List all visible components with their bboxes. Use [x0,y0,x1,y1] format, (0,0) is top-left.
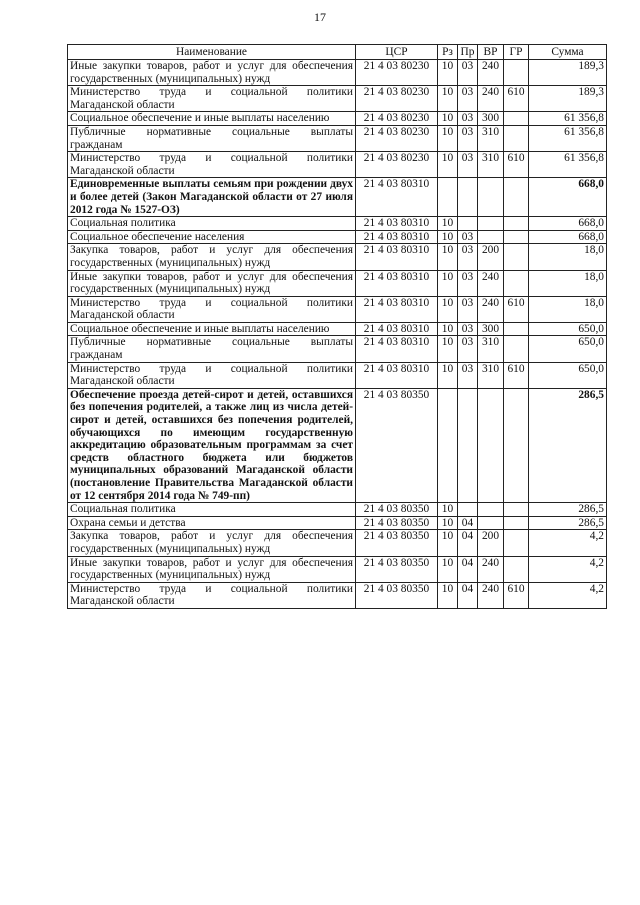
cell-pr: 03 [458,244,478,270]
cell-gr [504,217,529,231]
cell-rz [438,178,458,217]
cell-vr [478,178,504,217]
cell-vr: 240 [478,270,504,296]
cell-name: Министерство труда и социальной политики Магаданской области [68,582,356,608]
table-row [68,125,607,151]
cell-gr [504,530,529,556]
table-row [68,86,607,112]
table-row [68,230,607,244]
cell-name: Закупка товаров, работ и услуг для обеспечения государственных (муниципальных) нужд [68,244,356,270]
cell-name: Социальное обеспечение и иные выплаты населению [68,322,356,336]
cell-rz: 10 [438,336,458,362]
cell-name: Публичные нормативные социальные выплаты гражданам [68,336,356,362]
cell-csr: 21 4 03 80310 [356,178,438,217]
header-pr: Пр [458,45,478,60]
cell-gr [504,503,529,517]
cell-rz: 10 [438,230,458,244]
cell-rz: 10 [438,530,458,556]
table-row [68,556,607,582]
cell-rz: 10 [438,217,458,231]
cell-name: Единовременные выплаты семьям при рождении двух и более детей (Закон Магаданской области от 27 июля 2012 года № 1527-ОЗ) [68,178,356,217]
cell-gr [504,322,529,336]
cell-sum: 650,0 [529,336,607,362]
table-row [68,336,607,362]
cell-rz: 10 [438,322,458,336]
cell-csr: 21 4 03 80310 [356,270,438,296]
table-row [68,178,607,217]
cell-pr: 03 [458,125,478,151]
cell-name: Иные закупки товаров, работ и услуг для обеспечения государственных (муниципальных) нужд [68,60,356,86]
cell-rz: 10 [438,362,458,388]
cell-sum: 4,2 [529,582,607,608]
cell-rz: 10 [438,296,458,322]
cell-name: Закупка товаров, работ и услуг для обеспечения государственных (муниципальных) нужд [68,530,356,556]
cell-csr: 21 4 03 80350 [356,556,438,582]
cell-pr: 03 [458,152,478,178]
cell-csr: 21 4 03 80230 [356,112,438,126]
cell-gr [504,178,529,217]
cell-rz: 10 [438,60,458,86]
cell-pr [458,217,478,231]
cell-rz: 10 [438,582,458,608]
cell-vr: 240 [478,556,504,582]
cell-sum: 189,3 [529,60,607,86]
cell-vr: 240 [478,60,504,86]
cell-csr: 21 4 03 80230 [356,60,438,86]
table-row [68,296,607,322]
cell-sum: 650,0 [529,362,607,388]
cell-pr: 04 [458,582,478,608]
cell-sum: 18,0 [529,296,607,322]
cell-gr [504,336,529,362]
table-row [68,582,607,608]
cell-sum: 668,0 [529,230,607,244]
cell-vr: 300 [478,322,504,336]
cell-pr: 03 [458,322,478,336]
cell-sum: 18,0 [529,244,607,270]
cell-gr: 610 [504,152,529,178]
table-row [68,322,607,336]
cell-name: Министерство труда и социальной политики Магаданской области [68,152,356,178]
cell-vr: 310 [478,336,504,362]
cell-vr: 240 [478,582,504,608]
cell-vr [478,230,504,244]
cell-vr [478,217,504,231]
cell-name: Министерство труда и социальной политики Магаданской области [68,362,356,388]
table-header-row [68,45,607,60]
header-gr: ГР [504,45,529,60]
cell-sum: 650,0 [529,322,607,336]
cell-pr: 03 [458,230,478,244]
cell-pr: 03 [458,270,478,296]
cell-vr [478,516,504,530]
cell-gr [504,244,529,270]
cell-vr: 310 [478,152,504,178]
page-number: 17 [314,10,326,24]
cell-csr: 21 4 03 80310 [356,362,438,388]
cell-pr: 03 [458,336,478,362]
cell-vr: 240 [478,296,504,322]
cell-name: Социальное обеспечение населения [68,230,356,244]
cell-vr: 310 [478,125,504,151]
cell-csr: 21 4 03 80310 [356,336,438,362]
cell-rz: 10 [438,244,458,270]
cell-name: Министерство труда и социальной политики Магаданской области [68,86,356,112]
cell-gr [504,125,529,151]
cell-pr: 04 [458,530,478,556]
cell-sum: 4,2 [529,556,607,582]
cell-rz: 10 [438,516,458,530]
cell-sum: 4,2 [529,530,607,556]
cell-gr [504,270,529,296]
cell-csr: 21 4 03 80230 [356,86,438,112]
cell-csr: 21 4 03 80350 [356,582,438,608]
header-rz: Рз [438,45,458,60]
table-row [68,244,607,270]
cell-vr: 200 [478,530,504,556]
cell-csr: 21 4 03 80350 [356,530,438,556]
cell-name: Министерство труда и социальной политики Магаданской области [68,296,356,322]
cell-rz: 10 [438,125,458,151]
cell-sum: 286,5 [529,388,607,502]
cell-gr [504,516,529,530]
cell-csr: 21 4 03 80230 [356,152,438,178]
table-row [68,112,607,126]
cell-vr [478,388,504,502]
cell-sum: 286,5 [529,503,607,517]
cell-csr: 21 4 03 80350 [356,388,438,502]
cell-rz: 10 [438,270,458,296]
cell-gr [504,230,529,244]
cell-name: Социальная политика [68,217,356,231]
table-row [68,503,607,517]
cell-csr: 21 4 03 80310 [356,296,438,322]
cell-vr: 310 [478,362,504,388]
cell-name: Публичные нормативные социальные выплаты гражданам [68,125,356,151]
cell-name: Социальная политика [68,503,356,517]
table-row [68,152,607,178]
table-row [68,60,607,86]
header-sum: Сумма [529,45,607,60]
cell-gr: 610 [504,582,529,608]
cell-vr [478,503,504,517]
table-row [68,530,607,556]
cell-csr: 21 4 03 80310 [356,244,438,270]
table-row [68,516,607,530]
cell-pr [458,178,478,217]
cell-pr: 03 [458,296,478,322]
cell-csr: 21 4 03 80350 [356,503,438,517]
cell-pr: 03 [458,112,478,126]
cell-sum: 18,0 [529,270,607,296]
cell-sum: 61 356,8 [529,112,607,126]
cell-csr: 21 4 03 80310 [356,217,438,231]
cell-pr: 03 [458,362,478,388]
cell-sum: 286,5 [529,516,607,530]
header-name: Наименование [68,45,356,60]
table-row [68,362,607,388]
cell-pr [458,388,478,502]
header-csr: ЦСР [356,45,438,60]
cell-gr: 610 [504,362,529,388]
cell-gr [504,556,529,582]
cell-sum: 61 356,8 [529,125,607,151]
cell-rz: 10 [438,503,458,517]
cell-csr: 21 4 03 80230 [356,125,438,151]
cell-rz [438,388,458,502]
cell-name: Обеспечение проезда детей-сирот и детей, оставшихся без попечения родителей, а также лиц из числа детей-сирот и детей, оставшихся без попечения родителей, обучающихся по имеющим государственную аккредитацию образовательным программам за счет средств областного бюджета или бюджетов муниципальных образований Магаданской области (постановление Правительства Магаданской области от 12 сентября 2014 года № 749-пп) [68,388,356,502]
table-row [68,217,607,231]
cell-rz: 10 [438,112,458,126]
cell-sum: 189,3 [529,86,607,112]
cell-csr: 21 4 03 80310 [356,322,438,336]
table-row [68,388,607,502]
cell-gr: 610 [504,296,529,322]
cell-pr [458,503,478,517]
table-row [68,270,607,296]
cell-pr: 03 [458,60,478,86]
cell-csr: 21 4 03 80310 [356,230,438,244]
header-vr: ВР [478,45,504,60]
cell-pr: 03 [458,86,478,112]
cell-rz: 10 [438,86,458,112]
cell-sum: 668,0 [529,178,607,217]
cell-name: Охрана семьи и детства [68,516,356,530]
cell-rz: 10 [438,556,458,582]
cell-vr: 240 [478,86,504,112]
cell-pr: 04 [458,556,478,582]
budget-table [67,44,607,609]
cell-vr: 200 [478,244,504,270]
cell-sum: 61 356,8 [529,152,607,178]
cell-gr [504,112,529,126]
cell-gr [504,388,529,502]
cell-rz: 10 [438,152,458,178]
cell-name: Иные закупки товаров, работ и услуг для обеспечения государственных (муниципальных) нужд [68,556,356,582]
cell-name: Социальное обеспечение и иные выплаты населению [68,112,356,126]
cell-gr [504,60,529,86]
cell-gr: 610 [504,86,529,112]
cell-sum: 668,0 [529,217,607,231]
cell-pr: 04 [458,516,478,530]
cell-vr: 300 [478,112,504,126]
cell-name: Иные закупки товаров, работ и услуг для обеспечения государственных (муниципальных) нужд [68,270,356,296]
cell-csr: 21 4 03 80350 [356,516,438,530]
